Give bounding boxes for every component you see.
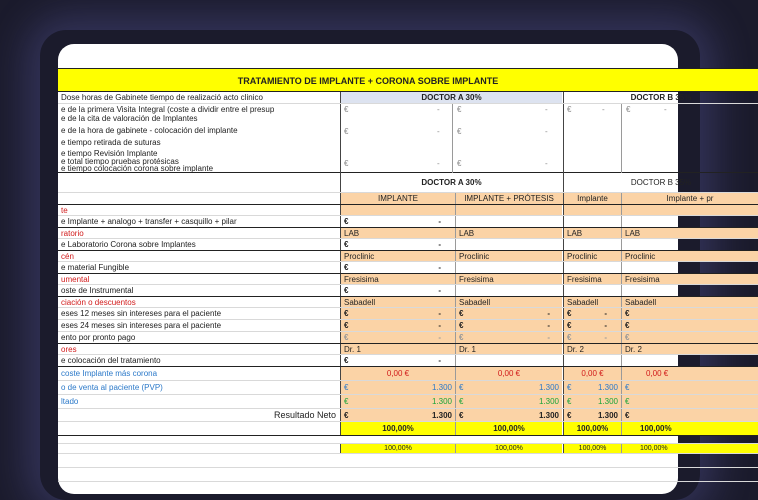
hours-row-label: e de la primera Visita Integral (coste a dividir entre el presup	[61, 105, 275, 114]
financing-cell[interactable]: € -	[563, 308, 621, 319]
hours-header-row	[58, 92, 758, 104]
financing-cell[interactable]: €	[621, 320, 758, 331]
pvp-label: o de venta al paciente (PVP)	[61, 383, 163, 392]
neto-cell[interactable]: € 1.300	[455, 409, 562, 421]
financing-cell[interactable]: €	[621, 308, 758, 319]
financing-cell[interactable]: € -	[340, 308, 455, 319]
financing-tag[interactable]: Sabadell	[340, 297, 455, 307]
section-value-cell[interactable]	[563, 239, 621, 250]
pvp-cell[interactable]: € 1.300	[563, 381, 621, 394]
col-header-b-implante-pr[interactable]: Implante + pr	[621, 193, 758, 204]
section-value-cell[interactable]	[455, 216, 562, 227]
financing-title: ciación o descuentos	[61, 298, 136, 307]
section-value-cell[interactable]	[563, 262, 621, 273]
section-tag[interactable]	[621, 205, 758, 215]
pvp-cell[interactable]: € 1.300	[455, 381, 562, 394]
section-tag[interactable]	[455, 205, 562, 215]
col-header-implante-protesis[interactable]: IMPLANTE + PRÓTESIS	[455, 193, 562, 204]
section-tag[interactable]: Fresisima	[621, 274, 758, 284]
hours-row-label: e tiempo retirada de suturas	[61, 138, 161, 147]
hours-header-label: Dose horas de Gabinete tiempo de realizació acto clinico	[61, 93, 263, 102]
small-percent-cell[interactable]: 100,00%	[563, 444, 621, 453]
results-section	[58, 367, 758, 482]
financing-cell[interactable]: € -	[455, 332, 562, 343]
section-label: oste de Instrumental	[61, 286, 134, 295]
hours-row-label: e de la hora de gabinete - colocación del implante	[61, 126, 238, 135]
section-tag[interactable]: Fresisima	[563, 274, 621, 284]
coste-value[interactable]: 0,00 €	[563, 367, 621, 380]
financing-cell[interactable]: € -	[563, 332, 621, 343]
financing-cell[interactable]: € -	[455, 308, 562, 319]
col-header-b-implante[interactable]: Implante	[563, 193, 621, 204]
doctors-section	[58, 344, 758, 367]
section-tag[interactable]: Fresisima	[455, 274, 562, 284]
doctors-title: ores	[61, 345, 77, 354]
coste-value[interactable]: 0,00 €	[455, 367, 562, 380]
section-value-cell[interactable]	[621, 216, 758, 227]
section-title: ratorio	[61, 229, 84, 238]
section-tag[interactable]: Proclinic	[621, 251, 758, 261]
section-label: e Laboratorio Corona sobre Implantes	[61, 240, 196, 249]
hours-row-label: e de la cita de valoración de Implantes	[61, 114, 198, 123]
section-tag[interactable]	[563, 205, 621, 215]
doctor-b-subheader: DOCTOR B 35%	[563, 173, 758, 192]
financing-cell[interactable]: € -	[455, 320, 562, 331]
ultado-cell[interactable]: €	[621, 395, 758, 408]
percent-cell[interactable]: 100,00%	[455, 422, 562, 435]
small-percent-cell[interactable]: 100,00%	[621, 444, 758, 453]
doctor-b-hours[interactable]: € - € -	[563, 104, 758, 173]
section-value-cell[interactable]: € -	[340, 285, 455, 296]
section-title: umental	[61, 275, 90, 284]
financing-row-label: ento por pronto pago	[61, 333, 136, 342]
resultado-neto-label: Resultado Neto	[273, 410, 336, 420]
section-tag[interactable]: Proclinic	[563, 251, 621, 261]
doctors-label: e colocación del tratamiento	[61, 356, 161, 365]
col-header-implante[interactable]: IMPLANTE	[340, 193, 455, 204]
coste-value[interactable]: 0,00 €	[340, 367, 455, 380]
section-tag[interactable]: LAB	[455, 228, 562, 238]
doctor-fee-cell[interactable]: € -	[340, 355, 455, 366]
hours-block	[58, 104, 758, 173]
section-value-cell[interactable]	[455, 285, 562, 296]
section-tag[interactable]: Proclinic	[455, 251, 562, 261]
ultado-label: ltado	[61, 397, 79, 406]
percent-cell[interactable]: 100,00%	[340, 422, 455, 435]
column-header-row	[58, 193, 758, 205]
ultado-cell[interactable]: € 1.300	[340, 395, 455, 408]
doctor-tag[interactable]: Dr. 2	[621, 344, 758, 354]
ultado-cell[interactable]: € 1.300	[563, 395, 621, 408]
financing-section	[58, 297, 758, 344]
financing-tag[interactable]: Sabadell	[563, 297, 621, 307]
section-value-cell[interactable]	[455, 239, 562, 250]
doctor-a-subheader: DOCTOR A 30%	[340, 173, 562, 192]
doctor-a-header[interactable]: DOCTOR A 30%	[340, 92, 562, 103]
hours-row-label: e tiempo Revisión Implante	[61, 149, 158, 158]
pvp-cell[interactable]: € 1.300	[340, 381, 455, 394]
title-row	[58, 68, 758, 92]
percent-cell[interactable]: 100,00%	[621, 422, 758, 435]
financing-row-label: eses 12 meses sin intereses para el paciente	[61, 309, 222, 318]
financing-cell[interactable]: €	[621, 332, 758, 343]
neto-cell[interactable]: € 1.300	[563, 409, 621, 421]
financing-tag[interactable]: Sabadell	[455, 297, 562, 307]
financing-cell[interactable]: € -	[340, 332, 455, 343]
spreadsheet[interactable]	[58, 68, 758, 482]
small-percent-cell[interactable]: 100,00%	[455, 444, 562, 453]
section-tag[interactable]: LAB	[563, 228, 621, 238]
ultado-cell[interactable]: € 1.300	[455, 395, 562, 408]
doctor-tag[interactable]: Dr. 2	[563, 344, 621, 354]
section-tag[interactable]: LAB	[340, 228, 455, 238]
neto-cell[interactable]: € 1.300	[340, 409, 455, 421]
spreadsheet-card	[58, 44, 714, 494]
section-value-cell[interactable]	[621, 285, 758, 296]
financing-tag[interactable]: Sabadell	[621, 297, 758, 307]
financing-cell[interactable]: € -	[563, 320, 621, 331]
doctor-tag[interactable]: Dr. 1	[340, 344, 455, 354]
percent-cell[interactable]: 100,00%	[563, 422, 621, 435]
cost-sections	[58, 205, 758, 297]
section-tag[interactable]	[340, 205, 455, 215]
doctor-tag[interactable]: Dr. 1	[455, 344, 562, 354]
section-label: e material Fungible	[61, 263, 130, 272]
small-percent-cell[interactable]: 100,00%	[340, 444, 455, 453]
section-tag[interactable]: Fresisima	[340, 274, 455, 284]
financing-cell[interactable]: € -	[340, 320, 455, 331]
section-value-cell[interactable]	[563, 285, 621, 296]
doctor-b-header[interactable]: DOCTOR B 35%	[563, 92, 758, 103]
sheet-title: TRATAMIENTO DE IMPLANTE + CORONA SOBRE IMPLANTE	[237, 76, 499, 86]
financing-row-label: eses 24 meses sin intereses para el paciente	[61, 321, 222, 330]
section-label: e Implante + analogo + transfer + casquillo + pilar	[61, 217, 237, 226]
section-value-cell[interactable]	[621, 239, 758, 250]
section-value-cell[interactable]: € -	[340, 262, 455, 273]
section-value-cell[interactable]: € -	[340, 239, 455, 250]
hours-row-label: e total tiempo pruebas protésicas	[61, 157, 179, 166]
section-tag[interactable]: Proclinic	[340, 251, 455, 261]
coste-label: coste Implante más corona	[61, 369, 158, 378]
neto-cell[interactable]: €	[621, 409, 758, 421]
hours-row-label: e tiempo colocación corona sobre implante	[61, 164, 214, 173]
section-title: cén	[61, 252, 74, 261]
section-value-cell[interactable]: € -	[340, 216, 455, 227]
section-title: te	[61, 206, 68, 215]
section-value-cell[interactable]	[563, 216, 621, 227]
coste-value[interactable]: 0,00 €	[621, 367, 758, 380]
pvp-cell[interactable]: €	[621, 381, 758, 394]
doctor-a-hours[interactable]: € - € - € - € - € - € -	[340, 104, 562, 173]
doctor-header-row-2	[58, 173, 758, 193]
section-value-cell[interactable]	[455, 262, 562, 273]
section-value-cell[interactable]	[621, 262, 758, 273]
section-tag[interactable]: LAB	[621, 228, 758, 238]
